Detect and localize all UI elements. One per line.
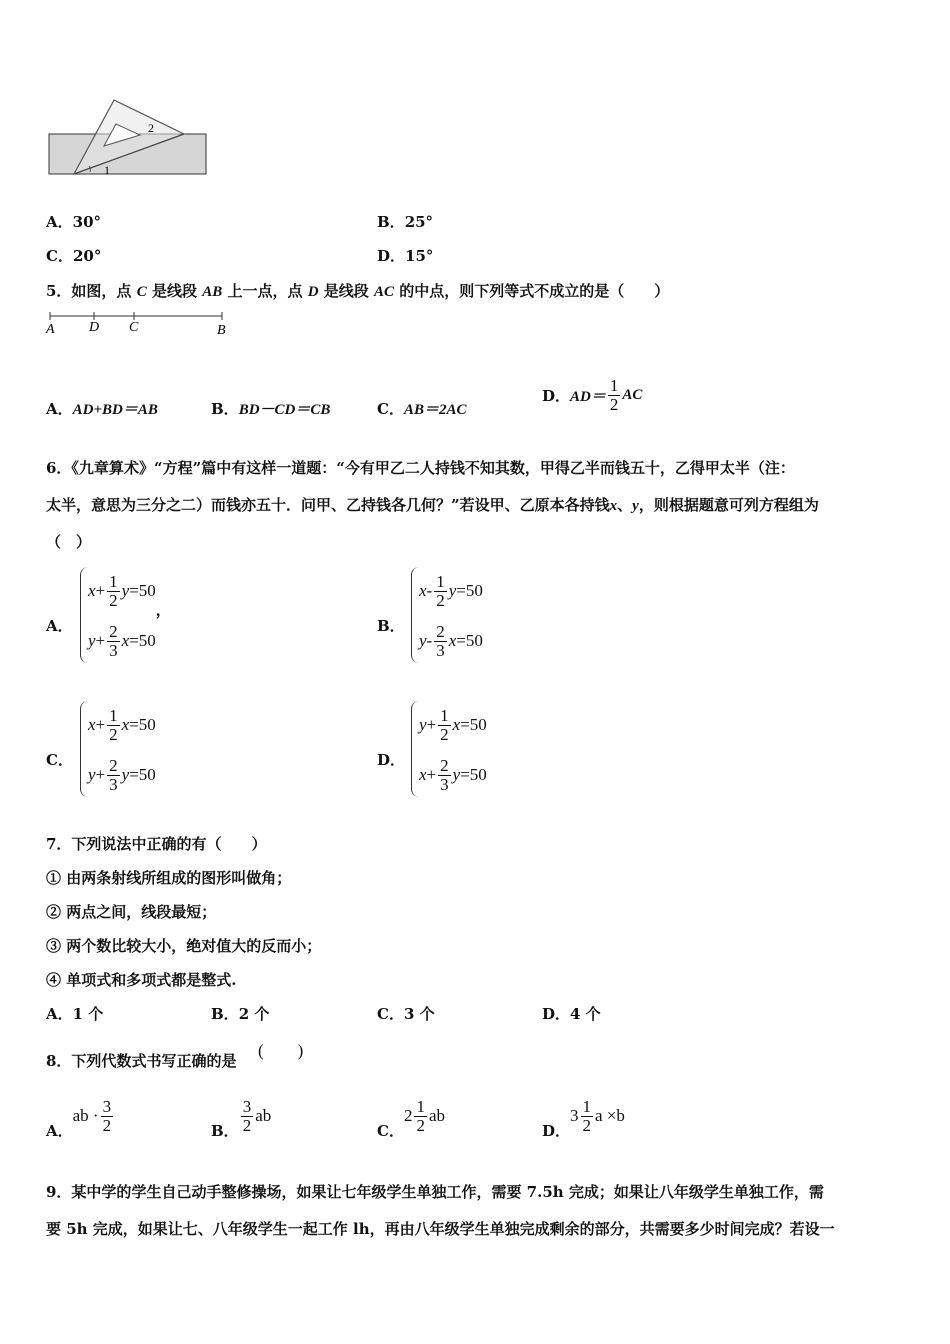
variable: y [88, 765, 96, 784]
q6-option-a[interactable] [46, 565, 346, 665]
q8-option-d[interactable] [542, 1095, 625, 1145]
q7-option-c[interactable]: C．3 个 [377, 1005, 435, 1023]
q5-option-b[interactable]: B．BD－CD＝CB [211, 400, 331, 418]
q8-option-a[interactable] [46, 1095, 115, 1145]
fraction [581, 1098, 594, 1135]
option-letter: B． [211, 1122, 239, 1140]
variable: x [419, 581, 427, 600]
operator: + [95, 631, 106, 650]
suffix: ab [428, 1106, 445, 1125]
expression [404, 1098, 445, 1135]
q9-stem-line-1: 9．某中学的学生自己动手整修操场，如果让七年级学生单独工作，需要 7.5h 完成；如果让八年级学生单独工作，需 [46, 1183, 824, 1201]
q5-option-a[interactable]: A．AD+BD＝AB [46, 400, 158, 418]
option-letter: D． [542, 1122, 571, 1140]
suffix: ab [255, 1106, 272, 1125]
point-a-label: A [46, 322, 55, 337]
q7-statement-3: ③ 两个数比较大小，绝对值大的反而小； [46, 937, 322, 955]
q7-stem: 7．下列说法中正确的有（ ） [46, 835, 267, 853]
numerator: 3 [242, 1096, 252, 1116]
point-d-label: D [89, 320, 100, 335]
denominator: 2 [109, 724, 118, 744]
equation-row [419, 753, 487, 797]
option-letter: A． [46, 617, 73, 635]
denominator: 2 [436, 590, 445, 610]
system-brace [80, 567, 88, 663]
fraction [434, 623, 447, 660]
option-letter: D． [377, 751, 406, 769]
variable: y [448, 581, 457, 600]
fraction-one-half: $\frac{1}{2}$ [609, 375, 619, 414]
q5-option-d[interactable]: D． AD＝ $\frac{1}{2}$ AC [542, 375, 643, 414]
q5-segment-figure [44, 308, 234, 338]
numerator: 1 [582, 1096, 592, 1116]
operator: + [426, 765, 437, 784]
angle-1-label: 1 [104, 163, 110, 177]
equation-row [88, 569, 171, 619]
numerator: 1 [436, 571, 445, 591]
operator: + [95, 715, 106, 734]
variable: y [452, 765, 461, 784]
prefix: 2 [403, 1106, 413, 1125]
denominator: 2 [109, 590, 118, 610]
numerator: 2 [440, 755, 449, 775]
numerator: 1 [109, 571, 118, 591]
prefix: ab · [72, 1106, 99, 1125]
expression [239, 1098, 272, 1135]
q6-stem-line-3: （ ） [46, 533, 92, 551]
fraction [107, 623, 120, 660]
point-c-label: C [129, 320, 139, 335]
equals-value: =50 [129, 631, 156, 650]
option-letter: C． [377, 1122, 404, 1140]
q7-statement-1: ① 由两条射线所组成的图形叫做角； [46, 869, 292, 887]
numerator: 2 [109, 755, 118, 775]
q7-statement-2: ② 两点之间，线段最短； [46, 903, 217, 921]
variable: x [448, 631, 457, 650]
q7-option-b[interactable]: B．2 个 [211, 1005, 270, 1023]
q4-option-a[interactable]: A．30° [46, 213, 102, 231]
q6-option-b[interactable] [377, 565, 677, 665]
variable: x [452, 715, 461, 734]
q8-stem: 8．下列代数式书写正确的是 [46, 1052, 237, 1070]
equals-value: =50 [129, 765, 156, 784]
denominator: 2 [582, 1115, 592, 1135]
q4-option-d[interactable]: D．15° [377, 247, 434, 265]
q8-answer-paren: ( ) [258, 1041, 304, 1060]
equation-row [88, 753, 156, 797]
variable: x [88, 715, 96, 734]
option-letter: A． [46, 1122, 73, 1140]
q4-triangle-ruler-figure [44, 96, 214, 180]
denominator: 2 [242, 1115, 252, 1135]
fraction [438, 757, 451, 794]
system-brace [411, 701, 419, 797]
variable: x [121, 631, 130, 650]
equation-row [419, 703, 487, 747]
numerator: 1 [440, 705, 449, 725]
fraction [434, 573, 447, 610]
point-b-label: B [217, 323, 226, 338]
equals-value: =50 [460, 765, 487, 784]
q8-option-b[interactable] [211, 1095, 271, 1145]
q9-stem-line-2: 要 5h 完成，如果让七、八年级学生一起工作 lh，再由八年级学生单独完成剩余的部分，共需要多少时间完成？若设一 [46, 1220, 835, 1238]
trailing-comma: ， [155, 602, 171, 619]
q4-option-b[interactable]: B．25° [377, 213, 434, 231]
fraction [107, 757, 120, 794]
operator: - [426, 631, 433, 650]
expression [73, 1098, 115, 1135]
q7-option-d[interactable]: D．4 个 [542, 1005, 601, 1023]
q6-stem-line-2: 太半，意思为三分之二）而钱亦五十．问甲、乙持钱各几何？”若设甲、乙原本各持钱x、y，则根据题意可列方程组为 [46, 496, 819, 514]
denominator: 2 [416, 1115, 425, 1135]
variable: y [419, 715, 427, 734]
system-brace [80, 701, 88, 797]
variable: y [121, 765, 130, 784]
equals-value: =50 [456, 581, 483, 600]
q6-option-d[interactable] [377, 699, 677, 799]
expression [570, 1098, 625, 1135]
operator: - [426, 581, 433, 600]
option-letter: C． [46, 751, 73, 769]
operator: + [95, 765, 106, 784]
equals-value: =50 [129, 581, 156, 600]
fraction [101, 1098, 114, 1135]
operator: + [426, 715, 437, 734]
fraction [241, 1098, 254, 1135]
numerator: 3 [102, 1096, 112, 1116]
denominator: 2 [102, 1115, 112, 1135]
q7-statement-4: ④ 单项式和多项式都是整式. [46, 971, 237, 989]
fraction [107, 707, 120, 744]
operator: + [95, 581, 106, 600]
suffix: a ×b [595, 1106, 625, 1125]
fraction [438, 707, 451, 744]
q7-option-a[interactable]: A．1 个 [46, 1005, 104, 1023]
q6-option-c[interactable] [46, 699, 346, 799]
equation-row [88, 619, 156, 663]
q5-stem: 5．如图，点 C 是线段 AB 上一点，点 D 是线段 AC 的中点，则下列等式不成立的是（ ） [46, 282, 670, 300]
equals-value: =50 [460, 715, 487, 734]
denominator: 3 [440, 774, 449, 794]
equation-row [419, 619, 483, 663]
denominator: 3 [436, 640, 445, 660]
numerator: 1 [109, 705, 118, 725]
variable: x [419, 765, 427, 784]
denominator: 2 [440, 724, 449, 744]
variable: x [121, 715, 130, 734]
q6-stem-line-1: 6．《九章算术》“方程”篇中有这样一道题：“今有甲乙二人持钱不知其数，甲得乙半而钱五十，乙得甲太半（注： [46, 459, 795, 477]
numerator: 1 [416, 1096, 425, 1116]
q5-option-c[interactable]: C．AB＝2AC [377, 400, 467, 418]
fraction [414, 1098, 427, 1135]
equals-value: =50 [456, 631, 483, 650]
equals-value: =50 [129, 715, 156, 734]
variable: y [121, 581, 130, 600]
q8-option-c[interactable] [377, 1095, 445, 1145]
prefix: 3 [570, 1106, 579, 1125]
angle-2-label: 2 [148, 121, 154, 135]
denominator: 3 [109, 774, 118, 794]
system-brace [411, 567, 419, 663]
variable: x [88, 581, 96, 600]
variable: y [88, 631, 96, 650]
q4-option-c[interactable]: C．20° [46, 247, 102, 265]
denominator: 3 [109, 640, 118, 660]
variable: y [419, 631, 427, 650]
fraction [107, 573, 120, 610]
numerator: 2 [109, 621, 118, 641]
numerator: 2 [436, 621, 445, 641]
equation-row [88, 703, 156, 747]
option-letter: B． [377, 617, 405, 635]
equation-row [419, 569, 483, 613]
